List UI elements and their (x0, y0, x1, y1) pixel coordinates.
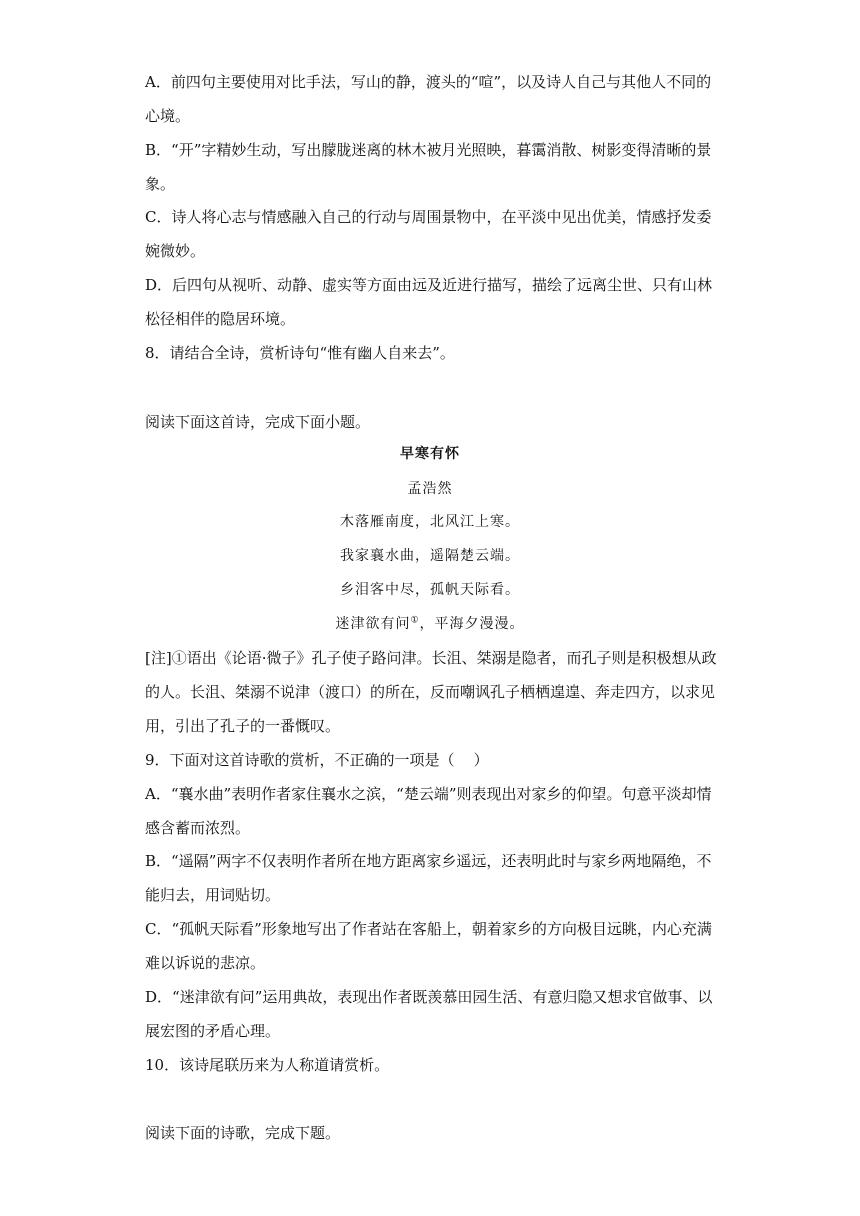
q7-option-c-line1: C．诗人将心志与情感融入自己的行动与周围景物中，在平淡中见出优美，情感抒发委 (145, 208, 712, 226)
q7-option-b-line1: B．“开”字精妙生动，写出朦胧迷离的林木被月光照映，暮霭消散、树影变得清晰的景 (145, 141, 712, 159)
reading-instruction-3: 阅读下面的诗歌，完成下题。 (145, 1124, 341, 1142)
q7-option-d-line2: 松径相伴的隐居环境。 (145, 310, 296, 328)
question-10: 10．该诗尾联历来为人称道请赏析。 (145, 1056, 390, 1074)
poem-title: 早寒有怀 (400, 446, 460, 462)
question-8: 8．请结合全诗，赏析诗句“惟有幽人自来去”。 (145, 344, 455, 362)
note-line-1: [注]①语出《论语·微子》孔子使子路问津。长沮、桀溺是隐者，而孔子则是积极想从政 (145, 649, 717, 667)
note-line-3: 用，引出了孔子的一番慨叹。 (145, 717, 341, 735)
reading-instruction-2: 阅读下面这首诗，完成下面小题。 (145, 413, 371, 431)
q7-option-c-line2: 婉微妙。 (145, 242, 206, 260)
q7-option-a-line2: 心境。 (145, 107, 191, 125)
q9-option-b-line1: B．“遥隔”两字不仅表明作者所在地方距离家乡遥远，还表明此时与家乡两地隔绝，不 (145, 852, 712, 870)
poem-line-4-part-a: 迷津欲有问 (335, 616, 411, 632)
q7-option-d-line1: D．后四句从视听、动静、虚实等方面由远及近进行描写，描绘了远离尘世、只有山林 (145, 276, 713, 294)
poem-line-3: 乡泪客中尽，孤帆天际看。 (340, 582, 520, 598)
poem-line-1: 木落雁南度，北风江上寒。 (340, 514, 520, 530)
poem-author: 孟浩然 (407, 481, 453, 497)
q7-option-a-line1: A．前四句主要使用对比手法，写山的静，渡头的“喧”，以及诗人自己与其他人不同的 (145, 73, 712, 91)
poem-line-4 (0, 614, 860, 634)
question-9-stem: 9．下面对这首诗歌的赏析，不正确的一项是（ ） (145, 751, 489, 769)
footnote-marker: ① (410, 615, 420, 626)
q9-option-d-line2: 展宏图的矛盾心理。 (145, 1022, 281, 1040)
q9-option-a-line1: A．“襄水曲”表明作者家住襄水之滨，“楚云端”则表现出对家乡的仰望。句意平淡却情 (145, 785, 712, 803)
q9-option-c-line1: C．“孤帆天际看”形象地写出了作者站在客船上，朝着家乡的方向极目远眺，内心充满 (145, 920, 712, 938)
poem-line-2: 我家襄水曲，遥隔楚云端。 (340, 548, 520, 564)
q9-option-a-line2: 感含蓄而浓烈。 (145, 819, 251, 837)
note-line-2: 的人。长沮、桀溺不说津（渡口）的所在，反而嘲讽孔子栖栖遑遑、奔走四方，以求见 (145, 683, 716, 701)
poem-line-4-part-b: ，平海夕漫漫。 (419, 616, 525, 632)
q7-option-b-line2: 象。 (145, 175, 176, 193)
q9-option-c-line2: 难以诉说的悲凉。 (145, 954, 266, 972)
q9-option-d-line1: D．“迷津欲有问”运用典故，表现出作者既羡慕田园生活、有意归隐又想求官做事、以 (145, 988, 713, 1006)
q9-option-b-line2: 能归去，用词贴切。 (145, 886, 281, 904)
